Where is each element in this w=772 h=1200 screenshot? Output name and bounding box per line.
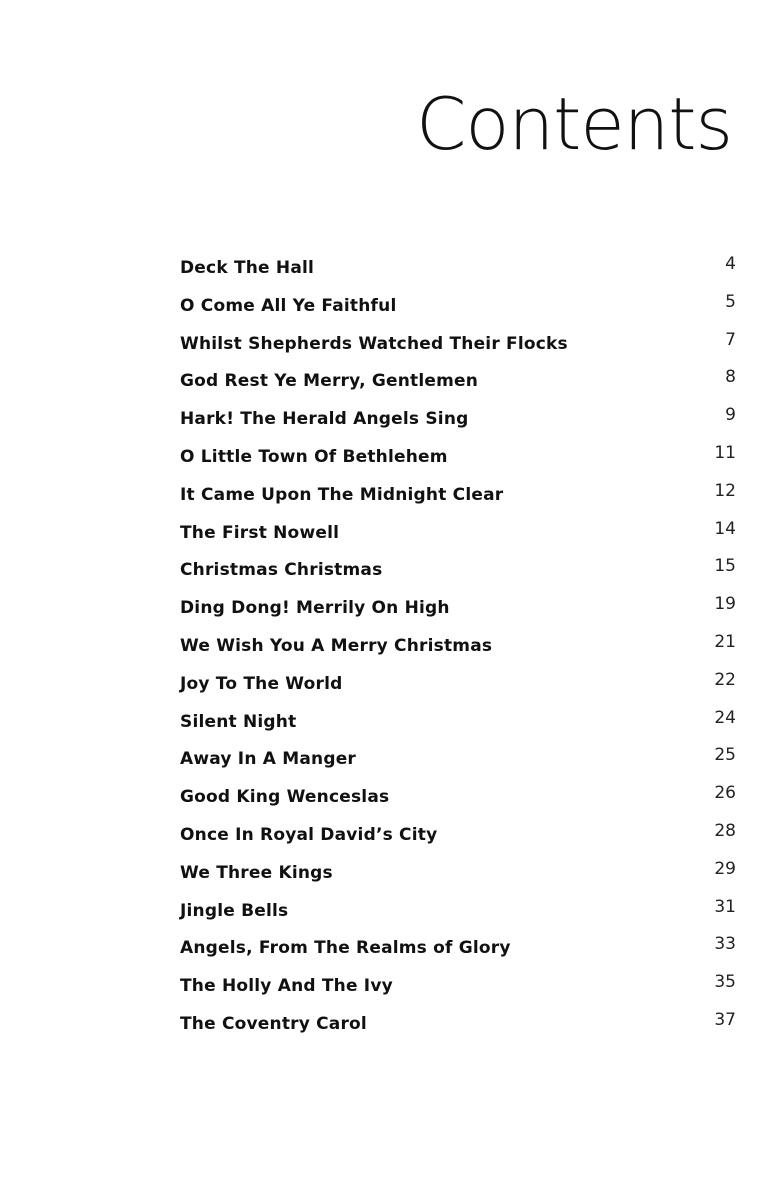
toc-entry-page-number: 22	[714, 669, 736, 690]
toc-entry	[180, 554, 736, 592]
toc-entry-page-number: 31	[714, 896, 736, 917]
toc-entry-page-number: 12	[714, 480, 736, 501]
page-title: Contents	[416, 82, 732, 166]
toc-entry	[180, 592, 736, 630]
toc-entry-title: Hark! The Herald Angels Sing	[180, 409, 469, 430]
toc-entry-page-number: 21	[714, 631, 736, 652]
table-of-contents	[180, 252, 736, 1046]
toc-entry-title: We Three Kings	[180, 862, 333, 883]
toc-entry	[180, 479, 736, 517]
toc-entry-page-number: 37	[714, 1009, 736, 1030]
toc-entry-title: Angels, From The Realms of Glory	[180, 938, 511, 959]
toc-entry-page-number: 15	[714, 556, 736, 577]
toc-entry-title: O Come All Ye Faithful	[180, 295, 397, 316]
toc-entry-title: Ding Dong! Merrily On High	[180, 598, 450, 619]
toc-entry-title: Good King Wenceslas	[180, 787, 390, 808]
toc-entry-page-number: 4	[725, 254, 736, 274]
toc-entry	[180, 706, 736, 744]
toc-entry-title: Once In Royal David’s City	[180, 824, 438, 845]
toc-entry-page-number: 7	[725, 329, 736, 350]
toc-entry-page-number: 8	[725, 367, 736, 388]
toc-entry-title: Jingle Bells	[180, 900, 289, 921]
toc-entry-title: Christmas Christmas	[180, 560, 383, 581]
toc-entry-page-number: 5	[725, 291, 736, 312]
toc-entry	[180, 328, 736, 366]
toc-entry-page-number: 14	[714, 518, 736, 539]
toc-entry-page-number: 28	[714, 820, 736, 841]
toc-entry-page-number: 35	[714, 972, 736, 993]
toc-entry-page-number: 19	[714, 594, 736, 615]
toc-entry-title: We Wish You A Merry Christmas	[180, 635, 493, 656]
toc-entry-title: Deck The Hall	[180, 258, 315, 278]
toc-entry-title: Silent Night	[180, 711, 297, 732]
toc-entry	[180, 970, 736, 1008]
toc-entry-page-number: 11	[714, 442, 736, 463]
toc-entry	[180, 517, 736, 555]
toc-entry-title: The First Nowell	[180, 522, 340, 543]
toc-entry	[180, 1008, 736, 1046]
toc-entry-title: Away In A Manger	[180, 749, 357, 770]
toc-entry	[180, 630, 736, 668]
toc-entry-title: The Coventry Carol	[180, 1013, 367, 1034]
toc-entry-page-number: 24	[714, 707, 736, 728]
toc-entry-title: Whilst Shepherds Watched Their Flocks	[180, 333, 568, 354]
toc-entry-title: The Holly And The Ivy	[180, 976, 393, 997]
toc-entry	[180, 857, 736, 895]
toc-entry	[180, 290, 736, 328]
toc-entry-page-number: 29	[714, 858, 736, 879]
toc-entry	[180, 668, 736, 706]
toc-entry	[180, 403, 736, 441]
toc-entry-page-number: 33	[714, 934, 736, 955]
toc-entry-title: O Little Town Of Bethlehem	[180, 446, 448, 467]
toc-entry-page-number: 9	[725, 405, 736, 426]
toc-entry	[180, 252, 736, 290]
toc-entry-title: It Came Upon The Midnight Clear	[180, 484, 504, 505]
toc-entry	[180, 932, 736, 970]
toc-entry	[180, 781, 736, 819]
toc-entry	[180, 441, 736, 479]
toc-entry	[180, 743, 736, 781]
toc-entry	[180, 819, 736, 857]
toc-entry-page-number: 26	[714, 783, 736, 804]
toc-entry-title: Joy To The World	[180, 673, 343, 694]
toc-entry	[180, 365, 736, 403]
toc-entry	[180, 895, 736, 933]
toc-entry-page-number: 25	[714, 745, 736, 766]
toc-entry-title: God Rest Ye Merry, Gentlemen	[180, 371, 479, 392]
